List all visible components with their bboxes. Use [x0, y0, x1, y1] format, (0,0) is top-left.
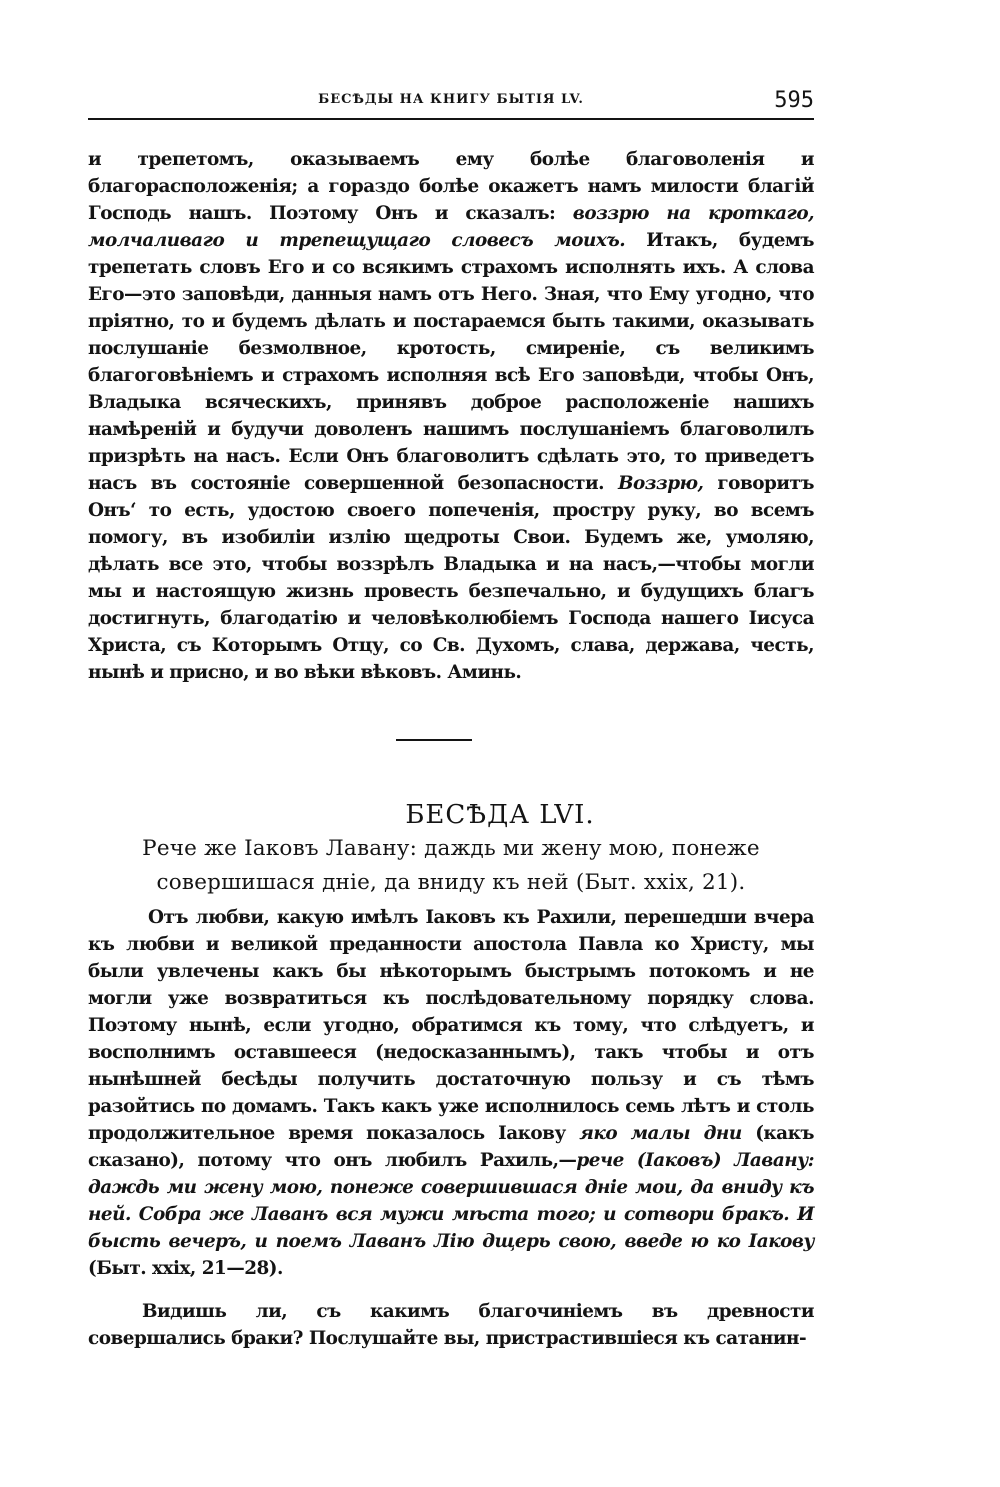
text-run: говоритъ Онъ‘ то есть, удостою своего попеченія, простру руку, во всемъ помогу, въ изобиліи излію щедроты Свои. Будемъ же, умоляю, дѣлать все это, чтобы воззрѣлъ Владыка и на насъ,—чтобы могли мы и настоящую жизнь провесть безпечально, и будущихъ благъ достигнуть, благодатію и человѣколюбіемъ Господа нашего Іисуса Христа, съ Которымъ Отцу, со Св. Духомъ, слава, держава, честь, нынѣ и присно, и во вѣки вѣковъ. Аминь. [88, 473, 814, 683]
text-run: (Быт. xxix, 21—28). [88, 1258, 283, 1279]
text-run: Итакъ, будемъ трепетать словъ Его и со всякимъ страхомъ исполнять ихъ. А слова Его—это заповѣди, данныя намъ отъ Него. Зная, что Ему угодно, что пріятно, то и будемъ дѣлать и постараемся быть такими, оказывать послушаніе безмолвное, кротость, смиреніе, съ великимъ благоговѣніемъ и страхомъ исполняя всѣ Его заповѣди, чтобы Онъ, Владыка всяческихъ, принявъ доброе расположеніе нашихъ намѣреній и будучи доволенъ нашимъ послушаніемъ благоволилъ призрѣть на насъ. Если Онъ благоволитъ сдѣлать это, то приведетъ насъ въ состояніе совершенной безопасности. [88, 230, 814, 494]
page-number: 595 [774, 88, 814, 113]
paragraph-3 [88, 1298, 814, 1352]
italic-quote: рече (Іаковъ) Лавану: даждь ми жену мою, понеже совершившася дніе мои, да вниду къ ней. Собра же Лаванъ вся мужи мѣста того; и сотвори бракъ. И бысть вечеръ, и поемъ Лаванъ Лію дщерь свою, введе ю ко Іакову [88, 1150, 814, 1252]
text-run: и трепетомъ, оказываемъ ему болѣе благоволенія и благорасположенія; а гораздо болѣе окажетъ намъ милости благій Господь нашъ. Поэтому Онъ и сказалъ: [88, 149, 814, 224]
section-divider [396, 739, 472, 741]
page-header [88, 88, 814, 120]
epigraph: Рече же Іаковъ Лавану: даждь ми жену мою, понеже совершишася дніе, да вниду къ ней (Быт. xxix, 21). [142, 836, 760, 895]
text-run: (какъ сказано), потому что онъ любилъ Рахиль,— [88, 1123, 814, 1171]
italic-quote: воззрю на кроткаго, молчаливаго и трепещущаго словесъ моихъ. [88, 203, 814, 251]
paragraph-2 [88, 904, 814, 1282]
paragraph-1 [88, 146, 814, 686]
sermon-title: БЕСѢДА LVI. [405, 799, 595, 830]
text-run: Отъ любви, какую имѣлъ Іаковъ къ Рахили, перешедши вчера къ любви и великой преданности апостола Павла ко Христу, мы были увлечены какъ бы нѣкоторымъ быстрымъ потокомъ и не могли уже возвратиться къ послѣдовательному порядку слова. Поэтому нынѣ, если угодно, обратимся къ тому, что слѣдуетъ, и восполнимъ оставшееся (недосказаннымъ), такъ чтобы и отъ нынѣшней бесѣды получить достаточную пользу и съ тѣмъ разойтись по домамъ. Такъ какъ уже исполнилось семь лѣтъ и столь продолжительное время показалось Іакову [88, 907, 814, 1144]
running-head: БЕСѢДЫ НА КНИГУ БЫТІЯ LV. [318, 92, 584, 107]
text-run: Видишь ли, съ какимъ благочиніемъ въ древности совершались браки? Послушайте вы, пристрастившіеся къ сатанин- [88, 1301, 814, 1349]
italic-quote: Воззрю, [617, 473, 704, 494]
italic-quote: яко малы дни [579, 1123, 742, 1144]
